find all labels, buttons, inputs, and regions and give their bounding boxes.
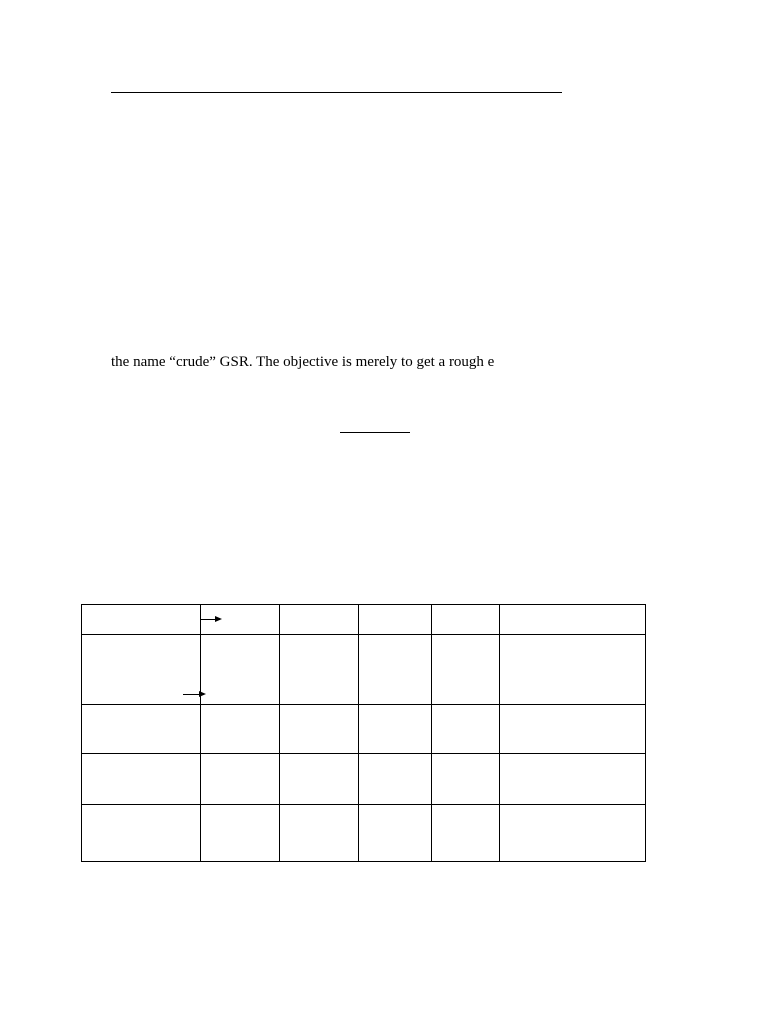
table-row — [82, 635, 646, 705]
table-cell — [500, 635, 646, 705]
table-cell — [432, 605, 500, 635]
table-cell — [432, 635, 500, 705]
table-cell — [280, 605, 359, 635]
table-row — [82, 805, 646, 862]
table-cell — [500, 754, 646, 805]
table-cell — [432, 705, 500, 754]
table-cell — [359, 635, 432, 705]
table-row — [82, 605, 646, 635]
table-cell — [201, 635, 280, 705]
table-row — [82, 705, 646, 754]
table-cell — [500, 705, 646, 754]
table-cell — [359, 605, 432, 635]
table-cell — [280, 805, 359, 862]
right-arrow-icon — [183, 694, 204, 695]
table-row — [82, 754, 646, 805]
table-cell — [280, 754, 359, 805]
table-cell — [280, 635, 359, 705]
horizontal-rule-short — [340, 432, 410, 433]
table-cell — [280, 705, 359, 754]
table-cell — [500, 605, 646, 635]
table-cell — [201, 705, 280, 754]
table-cell — [82, 605, 201, 635]
data-table — [81, 604, 646, 862]
horizontal-rule-top — [111, 92, 562, 93]
table-cell — [201, 805, 280, 862]
table-cell — [359, 754, 432, 805]
table-cell — [201, 754, 280, 805]
table-cell — [432, 805, 500, 862]
right-arrow-icon — [200, 619, 220, 620]
table-cell — [82, 705, 201, 754]
table-cell — [82, 805, 201, 862]
table-cell — [359, 805, 432, 862]
table-cell — [500, 805, 646, 862]
table-cell — [359, 705, 432, 754]
table-cell — [432, 754, 500, 805]
body-text-line: the name “crude” GSR. The objective is merely to get a rough e — [111, 354, 495, 370]
table-cell — [82, 754, 201, 805]
